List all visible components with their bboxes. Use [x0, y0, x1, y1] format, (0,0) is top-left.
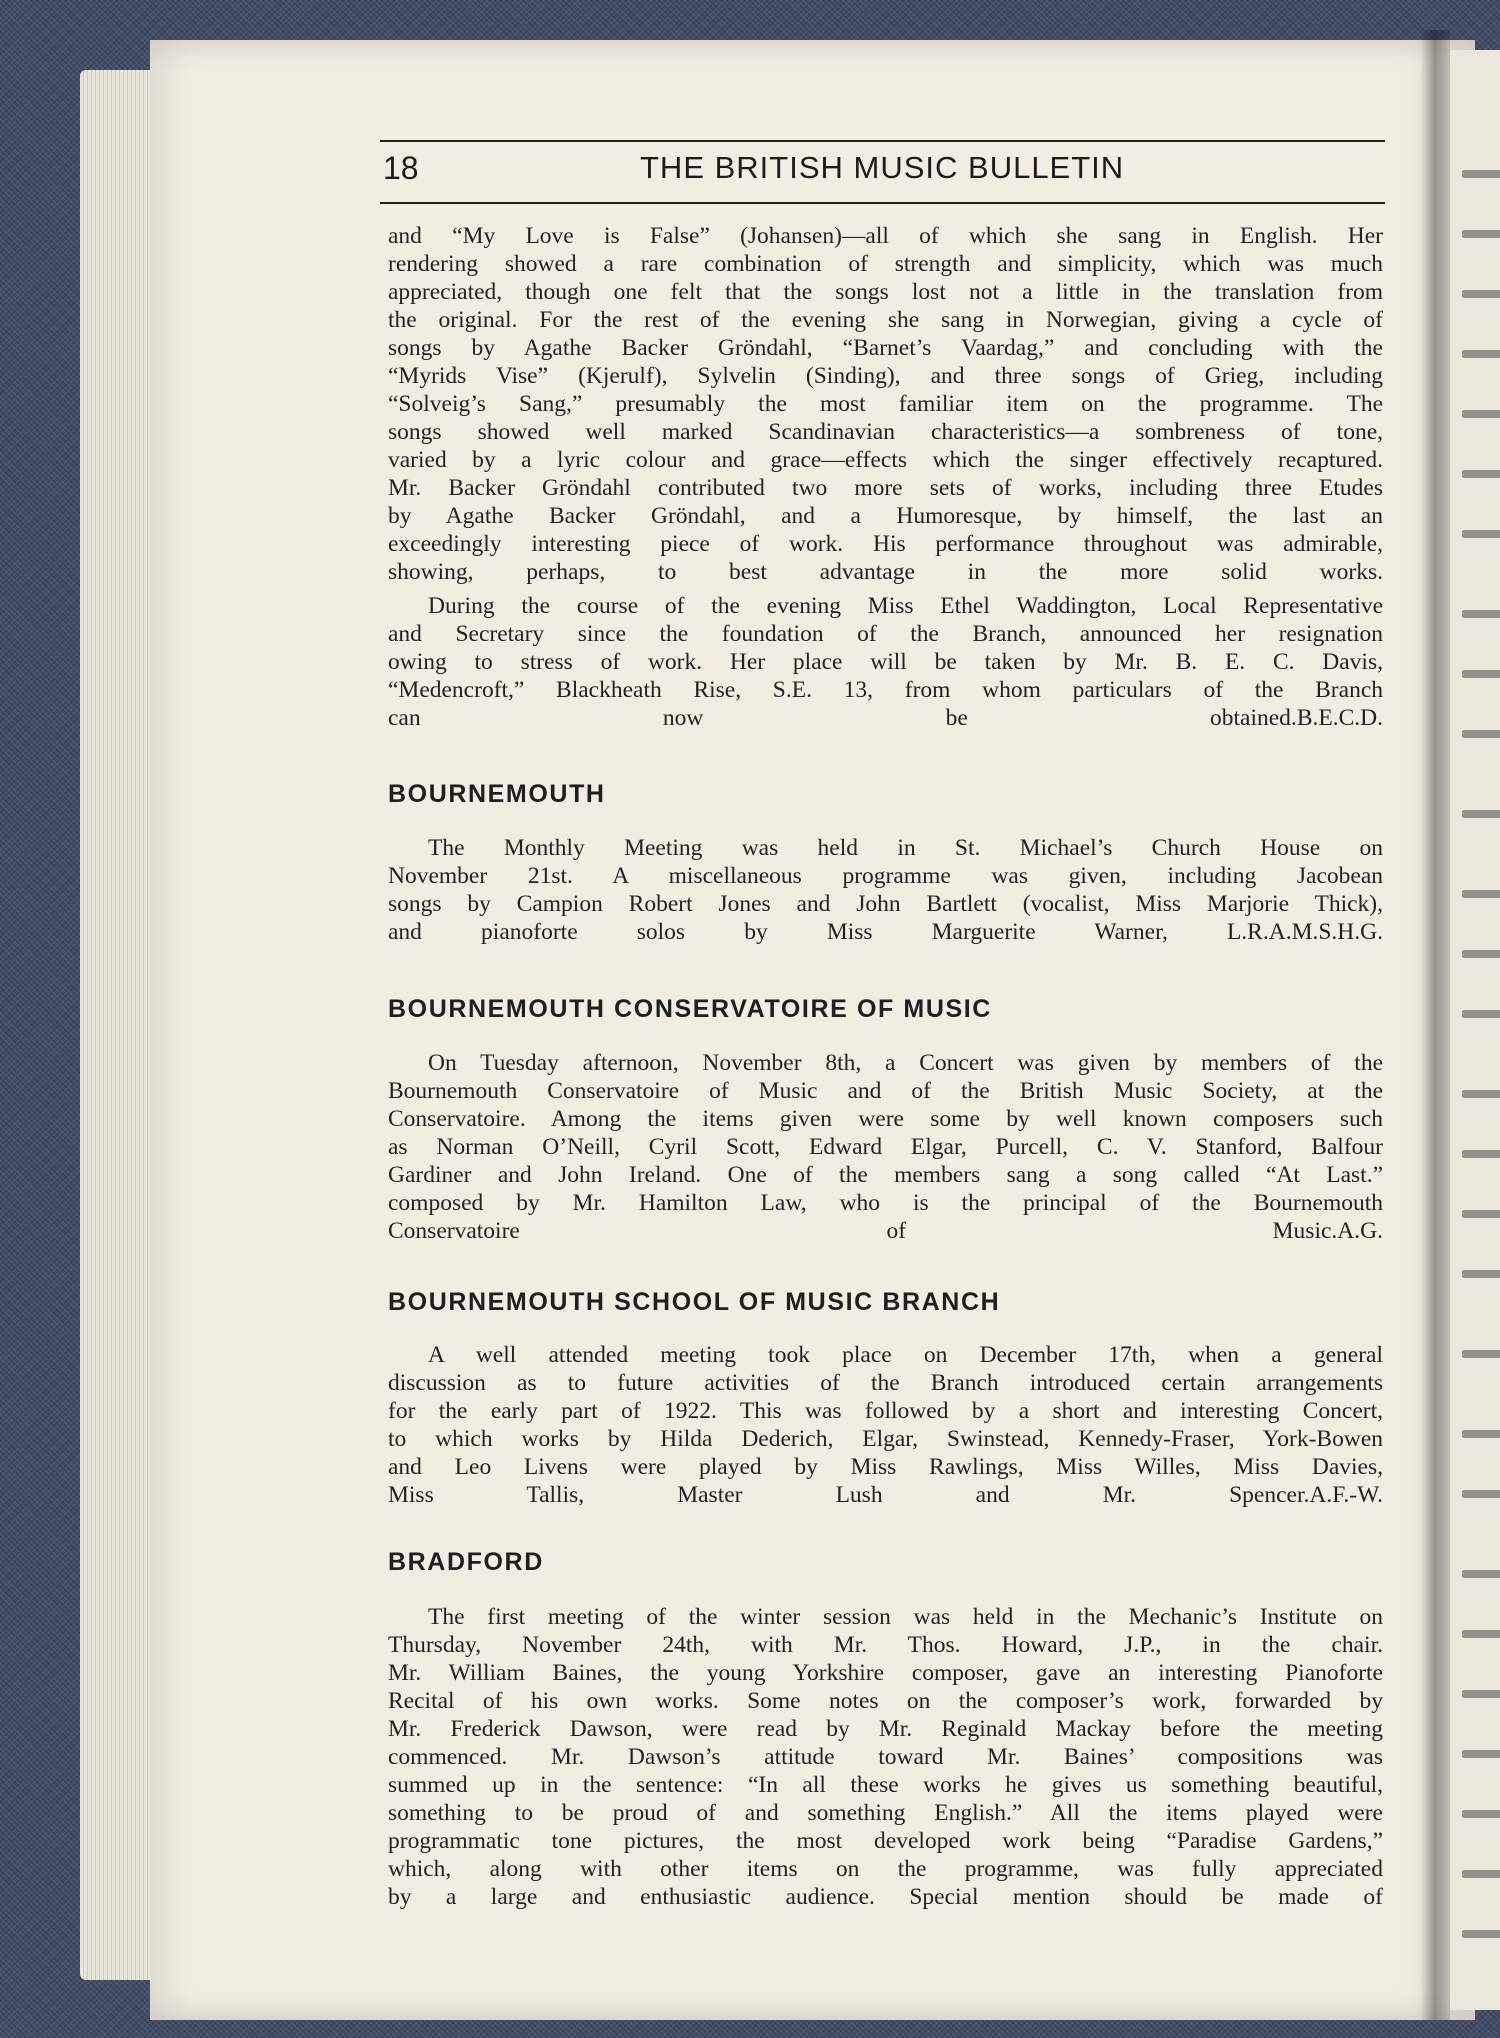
- text-line: Gardiner and John Ireland. One of the members sang a song called “At Last.”: [388, 1162, 1383, 1188]
- header-rule-top: [380, 140, 1385, 142]
- section-body: [388, 1341, 1383, 1509]
- text-line: and Leo Livens were played by Miss Rawlings, Miss Willes, Miss Davies,: [388, 1454, 1383, 1480]
- text-line: for the early part of 1922. This was followed by a short and interesting Concert,: [388, 1398, 1383, 1424]
- book-gutter: [1420, 30, 1450, 2020]
- text-line: A well attended meeting took place on December 17th, when a general: [428, 1342, 1383, 1368]
- text-line: Mr. Frederick Dawson, were read by Mr. Reginald Mackay before the meeting: [388, 1716, 1383, 1742]
- text-line: commenced. Mr. Dawson’s attitude toward Mr. Baines’ compositions was: [388, 1744, 1383, 1770]
- section-heading: BOURNEMOUTH SCHOOL OF MUSIC BRANCH: [388, 1288, 1001, 1316]
- section-heading: BOURNEMOUTH: [388, 780, 606, 808]
- text-line: November 21st. A miscellaneous programme was given, including Jacobean: [388, 863, 1383, 889]
- text-line-end: Miss Tallis, Master Lush and Mr. Spencer.: [388, 1482, 1310, 1508]
- text-line: and “My Love is False” (Johansen)—all of which she sang in English. Her: [388, 223, 1383, 249]
- text-line: as Norman O’Neill, Cyril Scott, Edward Elgar, Purcell, C. V. Stanford, Balfour: [388, 1134, 1383, 1160]
- section-heading: BRADFORD: [388, 1548, 544, 1576]
- text-line: songs by Agathe Backer Gröndahl, “Barnet’s Vaardag,” and concluding with the: [388, 335, 1383, 361]
- text-line: The first meeting of the winter session was held in the Mechanic’s Institute on: [428, 1604, 1383, 1630]
- text-line: Recital of his own works. Some notes on the composer’s work, forwarded by: [388, 1688, 1383, 1714]
- text-line: The Monthly Meeting was held in St. Michael’s Church House on: [428, 835, 1383, 861]
- text-line: the original. For the rest of the evening she sang in Norwegian, giving a cycle of: [388, 307, 1383, 333]
- facing-page-edge: [1450, 50, 1500, 2010]
- text-line: appreciated, though one felt that the songs lost not a little in the translation from: [388, 279, 1383, 305]
- text-line: “Solveig’s Sang,” presumably the most familiar item on the programme. The: [388, 391, 1383, 417]
- section-body: [388, 1049, 1383, 1245]
- text-line: to which works by Hilda Dederich, Elgar, Swinstead, Kennedy-Fraser, York-Bowen: [388, 1426, 1383, 1452]
- text-line-end: Conservatoire of Music.: [388, 1218, 1338, 1244]
- text-line: [388, 1481, 1383, 1509]
- author-initials: A.F.-W.: [1309, 1482, 1383, 1508]
- text-line: composed by Mr. Hamilton Law, who is the principal of the Bournemouth: [388, 1190, 1383, 1216]
- text-line: During the course of the evening Miss Ethel Waddington, Local Representative: [428, 593, 1383, 619]
- text-line: by Agathe Backer Gröndahl, and a Humoresque, by himself, the last an: [388, 503, 1383, 529]
- text-line: “Myrids Vise” (Kjerulf), Sylvelin (Sinding), and three songs of Grieg, including: [388, 363, 1383, 389]
- text-line: programmatic tone pictures, the most developed work being “Paradise Gardens,”: [388, 1828, 1383, 1854]
- text-line: showing, perhaps, to best advantage in the more solid works.: [388, 559, 1383, 585]
- text-line: [388, 1217, 1383, 1245]
- author-initials: B.E.C.D.: [1296, 705, 1383, 731]
- text-line: rendering showed a rare combination of strength and simplicity, which was much: [388, 251, 1383, 277]
- text-line: Conservatoire. Among the items given were some by well known composers such: [388, 1106, 1383, 1132]
- text-line: Bournemouth Conservatoire of Music and of the British Music Society, at the: [388, 1078, 1383, 1104]
- text-line: which, along with other items on the programme, was fully appreciated: [388, 1856, 1383, 1882]
- running-title: THE BRITISH MUSIC BULLETIN: [640, 150, 1125, 185]
- text-line: Thursday, November 24th, with Mr. Thos. Howard, J.P., in the chair.: [388, 1632, 1383, 1658]
- text-line-end: can now be obtained.: [388, 705, 1297, 731]
- header-rule-bottom: [380, 202, 1385, 204]
- text-line: songs by Campion Robert Jones and John Bartlett (vocalist, Miss Marjorie Thick),: [388, 891, 1383, 917]
- text-line: [388, 918, 1383, 946]
- text-line: On Tuesday afternoon, November 8th, a Concert was given by members of the: [428, 1050, 1383, 1076]
- text-line: songs showed well marked Scandinavian characteristics—a sombreness of tone,: [388, 419, 1383, 445]
- text-line: Mr. Backer Gröndahl contributed two more sets of works, including three Etudes: [388, 475, 1383, 501]
- intro-paragraph-2: [388, 592, 1383, 732]
- text-line: by a large and enthusiastic audience. Special mention should be made of: [388, 1884, 1383, 1910]
- section-heading: BOURNEMOUTH CONSERVATOIRE OF MUSIC: [388, 995, 992, 1023]
- text-line: discussion as to future activities of the Branch introduced certain arrangements: [388, 1370, 1383, 1396]
- intro-paragraph-1: [388, 222, 1383, 586]
- author-initials: S.H.G.: [1318, 919, 1383, 945]
- page-number: 18: [383, 150, 419, 186]
- text-line: something to be proud of and something English.” All the items played were: [388, 1800, 1383, 1826]
- text-line: varied by a lyric colour and grace—effects which the singer effectively recaptured.: [388, 447, 1383, 473]
- text-line-end: and pianoforte solos by Miss Marguerite Warner, L.R.A.M.: [388, 919, 1319, 945]
- text-line: and Secretary since the foundation of the Branch, announced her resignation: [388, 621, 1383, 647]
- text-line: “Medencroft,” Blackheath Rise, S.E. 13, from whom particulars of the Branch: [388, 677, 1383, 703]
- text-line: Mr. William Baines, the young Yorkshire composer, gave an interesting Pianoforte: [388, 1660, 1383, 1686]
- section-body: [388, 1603, 1383, 1911]
- text-line: summed up in the sentence: “In all these works he gives us something beautiful,: [388, 1772, 1383, 1798]
- text-line: [388, 704, 1383, 732]
- author-initials: A.G.: [1337, 1218, 1383, 1244]
- text-line: owing to stress of work. Her place will be taken by Mr. B. E. C. Davis,: [388, 649, 1383, 675]
- section-body: [388, 834, 1383, 946]
- text-line: exceedingly interesting piece of work. His performance throughout was admirable,: [388, 531, 1383, 557]
